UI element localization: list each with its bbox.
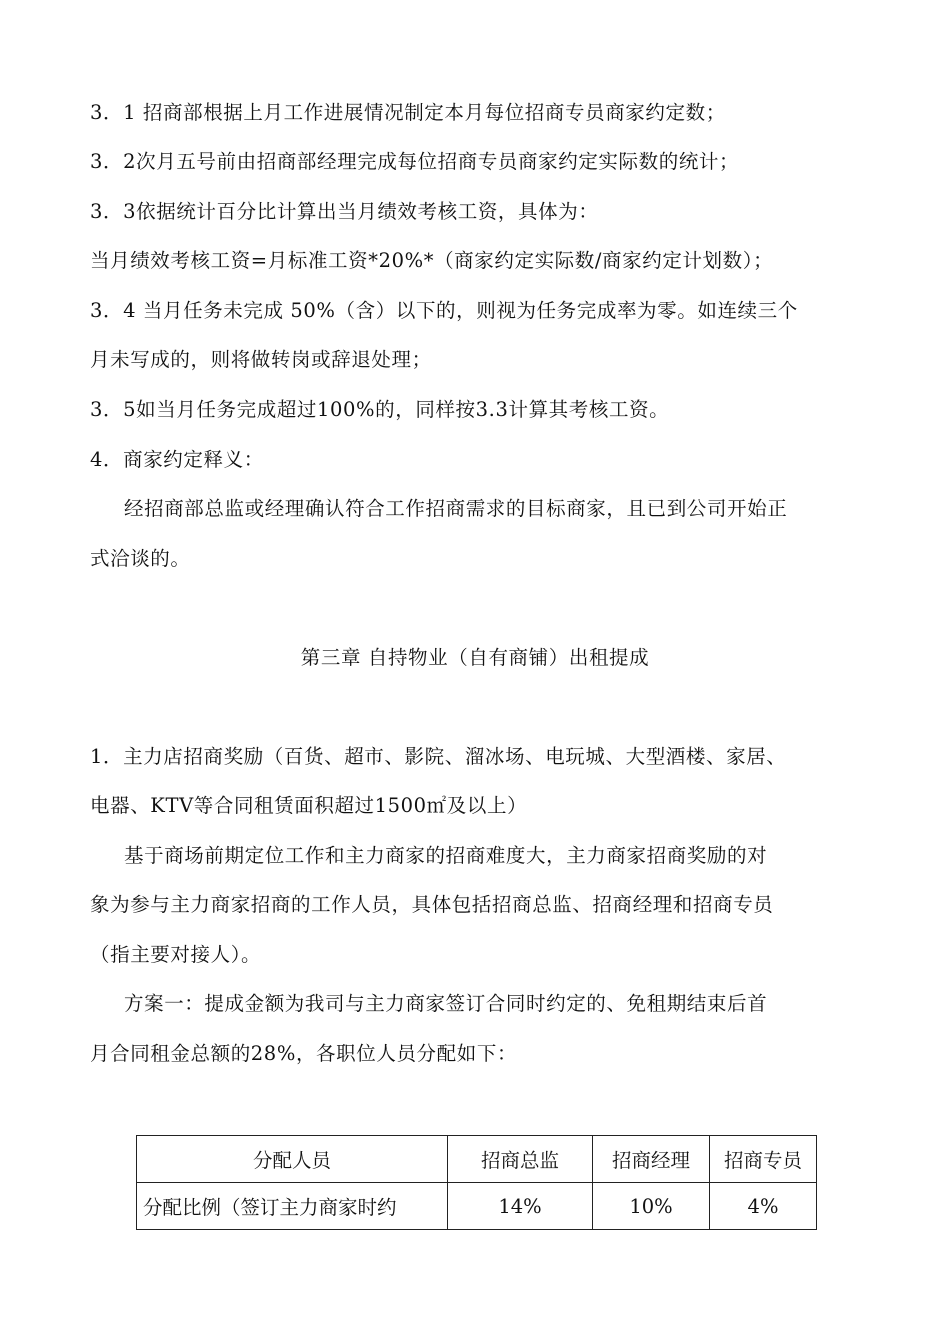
plan-one-line2: 月合同租金总额的28%，各职位人员分配如下： [90,1042,518,1065]
item-1-line2: 电器、KTV等合同租赁面积超过1500㎡及以上） [90,794,528,817]
clause-3-3: 3．3依据统计百分比计算出当月绩效考核工资，具体为： [90,200,599,223]
clause-3-1: 3．1 招商部根据上月工作进展情况制定本月每位招商专员商家约定数； [90,101,726,124]
table-cell: 10% [593,1183,710,1230]
item-1-line1: 1．主力店招商奖励（百货、超市、影院、溜冰场、电玩城、大型酒楼、家居、 [90,745,787,768]
section-4-heading: 4．商家约定释义： [90,448,264,471]
plan-one-line1: 方案一：提成金额为我司与主力商家签订合同时约定的、免租期结束后首 [124,992,768,1015]
definition-line2: 式洽谈的。 [90,547,191,570]
table-cell: 4% [710,1183,817,1230]
formula-line: 当月绩效考核工资=月标准工资*20%*（商家约定实际数/商家约定计划数）； [90,249,774,272]
allocation-table [136,1135,817,1230]
clause-3-2: 3．2次月五号前由招商部经理完成每位招商专员商家约定实际数的统计； [90,150,740,173]
clause-3-4-line2: 月未写成的，则将做转岗或辞退处理； [90,348,432,371]
table-header-cell: 招商经理 [593,1136,710,1183]
para-basis-line2: 象为参与主力商家招商的工作人员，具体包括招商总监、招商经理和招商专员 [90,893,774,916]
chapter-title: 第三章 自持物业（自有商铺）出租提成 [300,646,650,669]
para-basis-line1: 基于商场前期定位工作和主力商家的招商难度大，主力商家招商奖励的对 [124,844,768,867]
table-cell: 14% [448,1183,593,1230]
clause-3-4-line1: 3．4 当月任务未完成 50%（含）以下的，则视为任务完成率为零。如连续三个 [90,299,798,322]
table-header-cell: 招商专员 [710,1136,817,1183]
clause-3-5: 3．5如当月任务完成超过100%的，同样按3.3计算其考核工资。 [90,398,670,421]
table-header-row [137,1136,817,1183]
table-row [137,1183,817,1230]
table-header-cell: 分配人员 [137,1136,448,1183]
table-cell: 分配比例（签订主力商家时约 [137,1183,448,1230]
table-header-cell: 招商总监 [448,1136,593,1183]
definition-line1: 经招商部总监或经理确认符合工作招商需求的目标商家，且已到公司开始正 [124,497,788,520]
para-basis-line3: （指主要对接人）。 [90,943,262,966]
